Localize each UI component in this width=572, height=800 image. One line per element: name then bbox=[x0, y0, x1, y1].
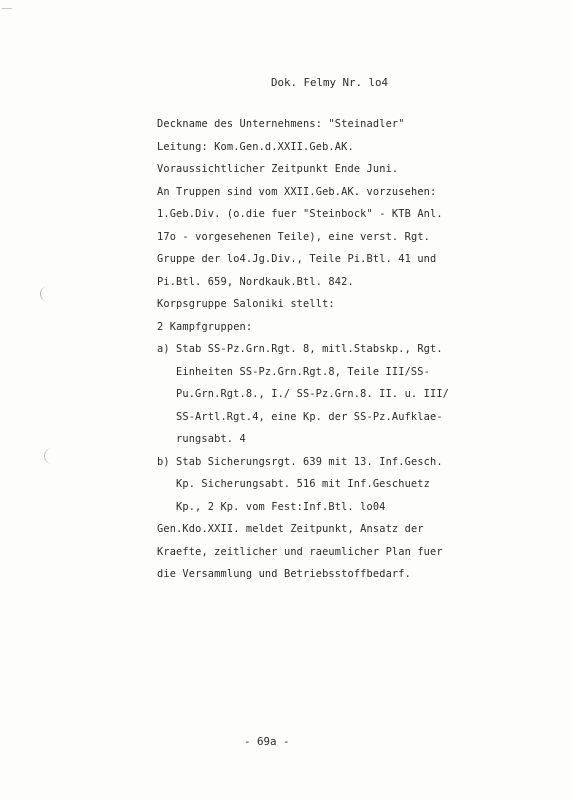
document-reference: Dok. Felmy Nr. lo4 bbox=[271, 76, 389, 89]
text-line: die Versammlung und Betriebsstoffbedarf. bbox=[157, 568, 411, 580]
text-line: An Truppen sind vom XXII.Geb.AK. vorzusehen: bbox=[157, 186, 437, 198]
text-line: Pu.Grn.Rgt.8., I./ SS-Pz.Grn.8. II. u. III/ bbox=[176, 388, 450, 400]
text-line: Gruppe der lo4.Jg.Div., Teile Pi.Btl. 41 und bbox=[157, 253, 437, 265]
text-line: a) Stab SS-Pz.Grn.Rgt. 8, mitl.Stabskp., Rgt. bbox=[157, 343, 443, 355]
text-line: Voraussichtlicher Zeitpunkt Ende Juni. bbox=[157, 163, 399, 175]
punch-hole-mark bbox=[40, 286, 53, 302]
text-line: 1.Geb.Div. (o.die fuer "Steinbock" - KTB Anl. bbox=[157, 208, 443, 220]
text-line: Pi.Btl. 659, Nordkauk.Btl. 842. bbox=[157, 276, 354, 288]
text-line: Gen.Kdo.XXII. meldet Zeitpunkt, Ansatz der bbox=[157, 523, 424, 535]
text-line: SS-Artl.Rgt.4, eine Kp. der SS-Pz.Aufklae- bbox=[176, 411, 443, 423]
text-line: Kraefte, zeitlicher und raeumlicher Plan fuer bbox=[157, 546, 443, 558]
text-line: 17o - vorgesehenen Teile), eine verst. Rgt. bbox=[157, 231, 431, 243]
text-line: Kp., 2 Kp. vom Fest:Inf.Btl. lo04 bbox=[176, 501, 386, 513]
text-line: Kp. Sicherungsabt. 516 mit Inf.Geschuetz bbox=[176, 478, 430, 490]
edge-mark bbox=[2, 8, 12, 9]
text-line: rungsabt. 4 bbox=[176, 433, 246, 445]
text-line: 2 Kampfgruppen: bbox=[157, 321, 253, 333]
text-line: Korpsgruppe Saloniki stellt: bbox=[157, 298, 335, 310]
punch-hole-mark bbox=[44, 448, 57, 464]
text-line: b) Stab Sicherungsrgt. 639 mit 13. Inf.Gesch. bbox=[157, 456, 443, 468]
text-line: Einheiten SS-Pz.Grn.Rgt.8, Teile III/SS- bbox=[176, 366, 430, 378]
text-line: Leitung: Kom.Gen.d.XXII.Geb.AK. bbox=[157, 141, 354, 153]
text-line: Deckname des Unternehmens: "Steinadler" bbox=[157, 118, 405, 130]
page-number: - 69a - bbox=[244, 735, 290, 748]
